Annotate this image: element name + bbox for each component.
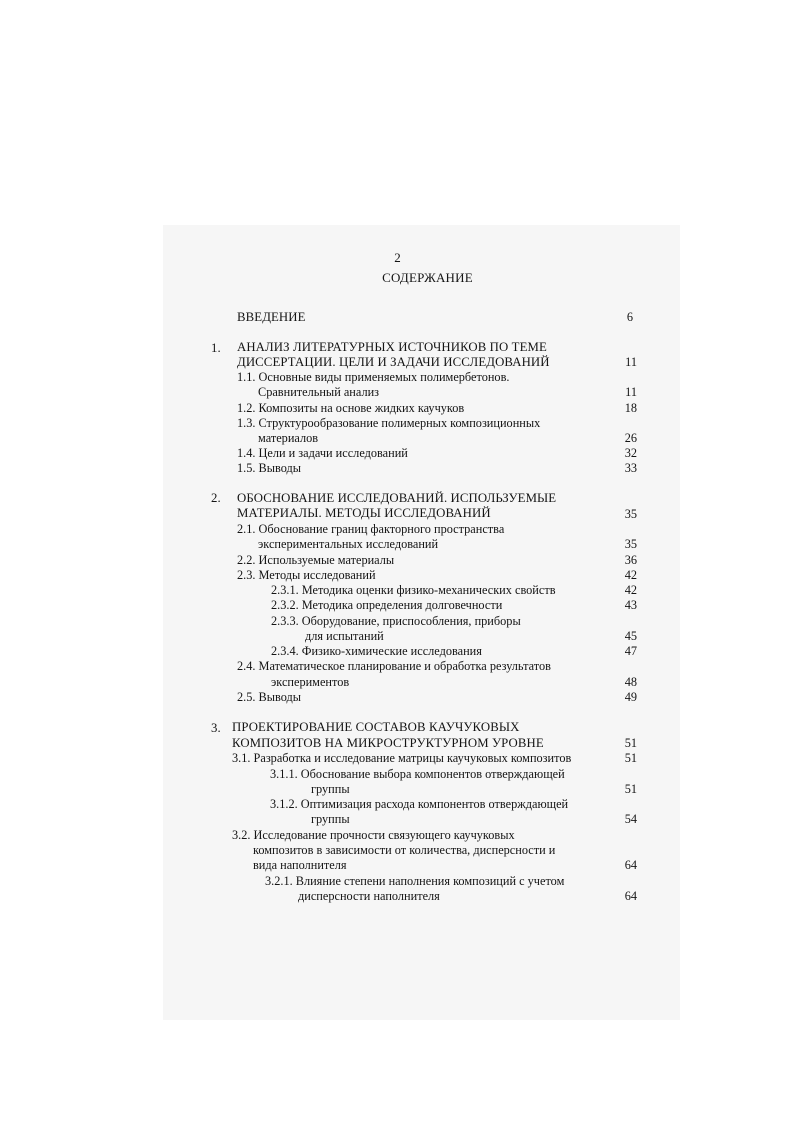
toc-entry-intro: ВВЕДЕНИЕ — [237, 310, 306, 324]
chapter-3-title-line2: КОМПОЗИТОВ НА МИКРОСТРУКТУРНОМ УРОВНЕ — [232, 736, 544, 750]
toc-page-3-2: 64 — [624, 858, 637, 872]
chapter-2-page: 35 — [624, 507, 637, 521]
toc-entry-2-2: 2.2. Используемые материалы — [237, 553, 395, 567]
toc-entry-2-4: 2.4. Математическое планирование и обработка результатов — [237, 659, 551, 673]
toc-entry-1-2: 1.2. Композиты на основе жидких каучуков — [237, 401, 465, 415]
chapter-1-page: 11 — [625, 355, 637, 369]
toc-page-3-1: 51 — [624, 751, 637, 765]
toc-entry-3-2: 3.2. Исследование прочности связующего каучуковых — [232, 828, 515, 842]
toc-page-1-1: 11 — [625, 385, 637, 399]
toc-title: СОДЕРЖАНИЕ — [382, 270, 473, 285]
page-number: 2 — [394, 250, 401, 265]
toc-entry-1-1: 1.1. Основные виды применяемых полимербетонов. — [237, 370, 510, 384]
toc-page-1-5: 33 — [624, 461, 637, 475]
toc-page-2-3: 42 — [624, 568, 637, 582]
toc-entry-3-1-2-cont: группы — [311, 812, 350, 826]
chapter-2-title-line2: МАТЕРИАЛЫ. МЕТОДЫ ИССЛЕДОВАНИЙ — [237, 506, 491, 520]
toc-entry-2-3-3: 2.3.3. Оборудование, приспособления, приборы — [271, 614, 521, 628]
toc-page-1-3: 26 — [624, 431, 637, 445]
chapter-3-number: 3. — [211, 721, 221, 735]
chapter-1-title-line2: ДИССЕРТАЦИИ. ЦЕЛИ И ЗАДАЧИ ИССЛЕДОВАНИЙ — [237, 355, 550, 369]
toc-entry-1-3-cont: материалов — [258, 431, 319, 445]
toc-entry-2-5: 2.5. Выводы — [237, 690, 302, 704]
toc-page-2-3-4: 47 — [624, 644, 637, 658]
chapter-2-number: 2. — [211, 491, 221, 505]
toc-page-2-4: 48 — [624, 675, 637, 689]
toc-entry-3-1-2: 3.1.2. Оптимизация расхода компонентов отверждающей — [270, 797, 569, 811]
toc-entry-3-2-1-cont: дисперсности наполнителя — [298, 889, 440, 903]
toc-entry-3-2-cont2: вида наполнителя — [253, 858, 347, 872]
toc-entry-1-1-cont: Сравнительный анализ — [258, 385, 380, 399]
toc-entry-2-1-cont: экспериментальных исследований — [258, 537, 439, 551]
toc-entry-3-2-cont1: композитов в зависимости от количества, дисперсности и — [253, 843, 556, 857]
toc-entry-2-3-3-cont: для испытаний — [305, 629, 384, 643]
toc-page-2-5: 49 — [624, 690, 637, 704]
toc-entry-2-3-1: 2.3.1. Методика оценки физико-механических свойств — [271, 583, 556, 597]
toc-page-2-1: 35 — [624, 537, 637, 551]
toc-entry-1-3: 1.3. Структурообразование полимерных композиционных — [237, 416, 541, 430]
toc-page-1-4: 32 — [624, 446, 637, 460]
toc-page-3-1-2: 54 — [624, 812, 637, 826]
chapter-3-title-line1: ПРОЕКТИРОВАНИЕ СОСТАВОВ КАУЧУКОВЫХ — [232, 720, 520, 734]
toc-entry-3-1-1-cont: группы — [311, 782, 350, 796]
toc-page-2-2: 36 — [624, 553, 637, 567]
toc-entry-3-1-1: 3.1.1. Обоснование выбора компонентов отверждающей — [270, 767, 565, 781]
toc-entry-2-3: 2.3. Методы исследований — [237, 568, 376, 582]
toc-entry-2-3-4: 2.3.4. Физико-химические исследования — [271, 644, 482, 658]
chapter-1-title-line1: АНАЛИЗ ЛИТЕРАТУРНЫХ ИСТОЧНИКОВ ПО ТЕМЕ — [237, 340, 547, 354]
toc-page-3-2-1: 64 — [624, 889, 637, 903]
toc-page-intro: 6 — [626, 310, 633, 324]
toc-entry-3-2-1: 3.2.1. Влияние степени наполнения композиций с учетом — [265, 874, 565, 888]
toc-page-2-3-1: 42 — [624, 583, 637, 597]
toc-entry-2-4-cont: экспериментов — [271, 675, 350, 689]
toc-entry-3-1: 3.1. Разработка и исследование матрицы каучуковых композитов — [232, 751, 572, 765]
toc-entry-2-3-2: 2.3.2. Методика определения долговечности — [271, 598, 503, 612]
toc-page-2-3-2: 43 — [624, 598, 637, 612]
toc-entry-1-5: 1.5. Выводы — [237, 461, 302, 475]
toc-entry-1-4: 1.4. Цели и задачи исследований — [237, 446, 408, 460]
toc-page-1-2: 18 — [624, 401, 637, 415]
chapter-2-title-line1: ОБОСНОВАНИЕ ИССЛЕДОВАНИЙ. ИСПОЛЬЗУЕМЫЕ — [237, 491, 557, 505]
toc-page-2-3-3: 45 — [624, 629, 637, 643]
toc-entry-2-1: 2.1. Обоснование границ факторного пространства — [237, 522, 505, 536]
chapter-1-number: 1. — [211, 341, 221, 355]
chapter-3-page: 51 — [624, 736, 637, 750]
toc-page-3-1-1: 51 — [624, 782, 637, 796]
